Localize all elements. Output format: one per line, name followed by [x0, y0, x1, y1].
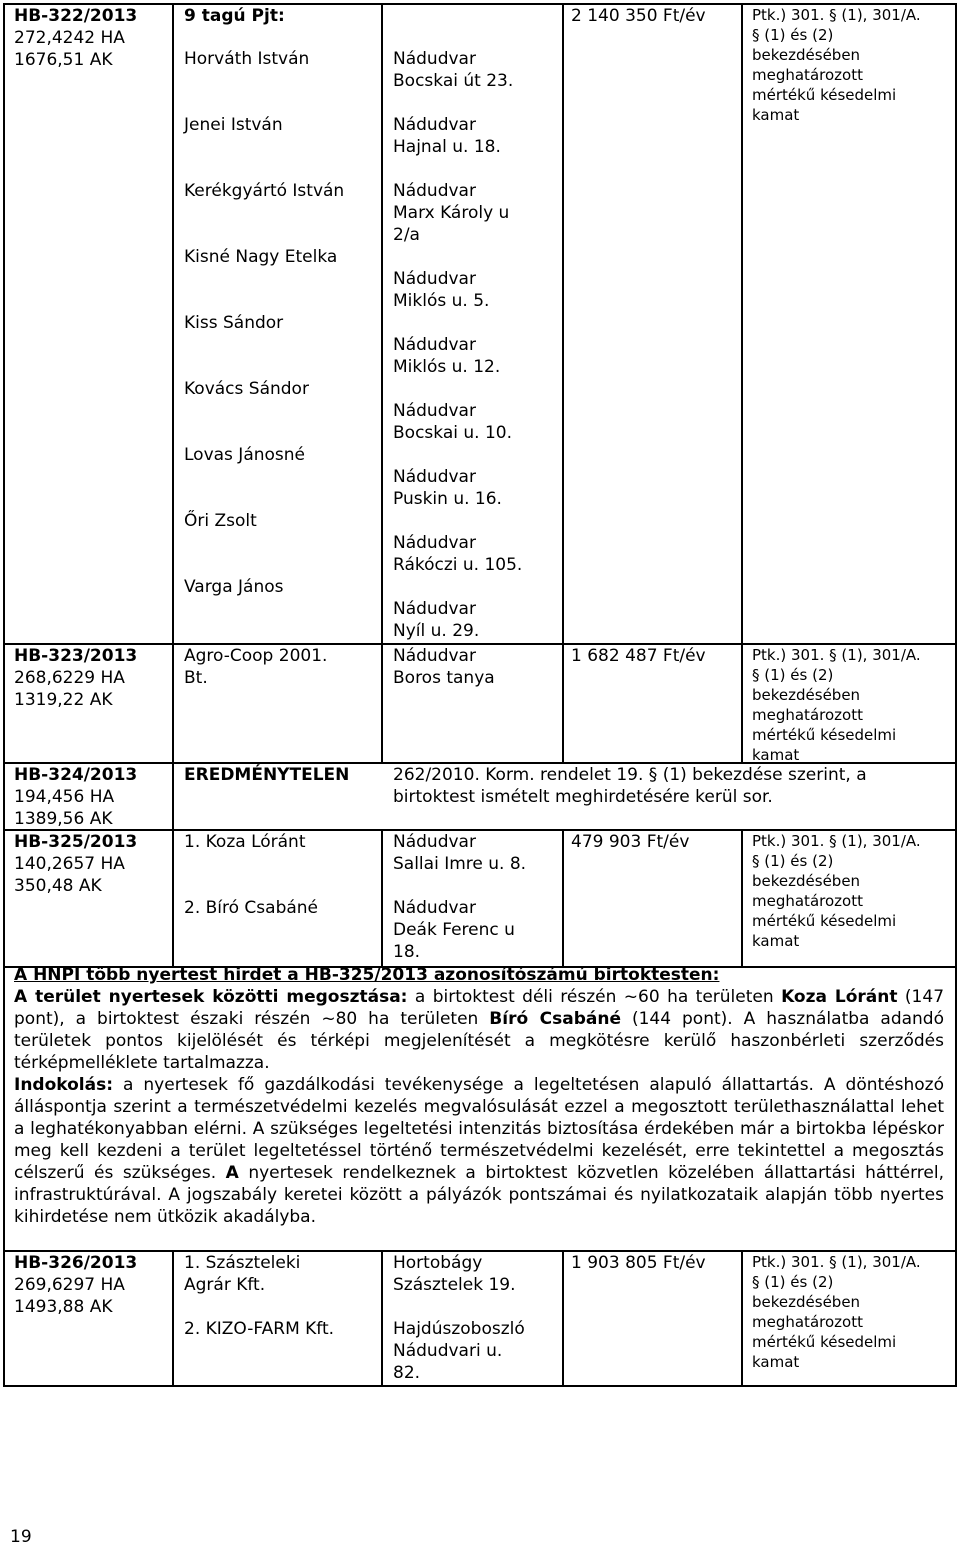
reason-text: a nyertesek fő gazdálkodási tevékenysége a legeltetésen alapuló állattartás. A döntéshozó álláspontja szerint a természetvédelmi kezelés megvalósulását ezzel a megosztott területhasználattal lehet a leghatékonyabban elérni. A szükséges legeltetési intenzitás biztosítása érdekében már a birtokba lépéskor meg kell kezdeni a terület legeltetéssel történő természetvédelmi kezelését, erre tekintettel a megosztás célszerű és szükséges.	[14, 1075, 944, 1183]
division-label: A terület nyertesek közötti megosztása:	[14, 987, 408, 1007]
legal-line: Ptk.) 301. § (1), 301/A.	[752, 6, 921, 24]
winners-title: 9 tagú Pjt:	[184, 6, 285, 26]
parcel-id: HB-325/2013	[14, 832, 138, 852]
legal-line: mértékű késedelmi	[752, 86, 897, 104]
address-street: Bocskai út 23.	[393, 71, 514, 91]
address-street: Hajnal u. 18.	[393, 137, 501, 157]
reason-paragraph	[14, 1074, 944, 1228]
parcel-id: HB-322/2013	[14, 6, 138, 26]
parcel-id-cell	[14, 645, 169, 711]
col-divider	[562, 829, 564, 966]
parcel-ak: 350,48 AK	[14, 876, 102, 896]
winner-line: Bt.	[184, 668, 208, 688]
reason-bold: A	[225, 1163, 239, 1183]
winner-name: Lovas Jánosné	[184, 445, 306, 465]
winner-name	[184, 645, 327, 689]
legal-line: bekezdésében	[752, 686, 861, 704]
note-line: birtoktest ismételt meghirdetésére kerül sor.	[393, 787, 773, 807]
legal-line: meghatározott	[752, 66, 863, 84]
legal-line: bekezdésében	[752, 1293, 861, 1311]
address-street: 2/a	[393, 225, 420, 245]
address	[393, 532, 522, 576]
address-street: 18.	[393, 942, 421, 962]
legal-line: Ptk.) 301. § (1), 301/A.	[752, 1253, 921, 1271]
col-divider	[172, 3, 174, 966]
legal-line: § (1) és (2)	[752, 852, 834, 870]
address-street: Rákóczi u. 105.	[393, 555, 523, 575]
address-city: Hajdúszoboszló	[393, 1319, 525, 1339]
col-divider	[562, 3, 564, 762]
parcel-id-cell	[14, 5, 169, 71]
address	[393, 48, 513, 92]
legal-reference	[752, 831, 952, 951]
legal-reference	[752, 645, 952, 765]
address-street: Puskin u. 16.	[393, 489, 502, 509]
address	[393, 1252, 516, 1296]
winner-name	[184, 1252, 300, 1296]
address	[393, 645, 495, 689]
parcel-id-cell	[14, 1252, 169, 1318]
address-city: Nádudvar	[393, 467, 476, 487]
division-text: (144 pont). A használatba adandó területek pontos kijelölését és térképi megjelenítését a megkötésre kerülő haszonbérleti szerződés térképmelléklete tartalmazza.	[14, 1009, 945, 1073]
legal-line: § (1) és (2)	[752, 26, 834, 44]
address	[393, 180, 509, 246]
legal-line: meghatározott	[752, 706, 863, 724]
parcel-ak: 1319,22 AK	[14, 690, 113, 710]
address	[393, 831, 526, 875]
winner-name: Kovács Sándor	[184, 379, 309, 399]
address	[393, 114, 501, 158]
winners-cell	[184, 5, 379, 27]
address	[393, 598, 479, 642]
legal-line: meghatározott	[752, 892, 863, 910]
legal-line: § (1) és (2)	[752, 1273, 834, 1291]
winner-name: Horváth István	[184, 49, 310, 69]
parcel-area: 268,6229 HA	[14, 668, 125, 688]
legal-reference	[752, 1252, 952, 1372]
parcel-id: HB-323/2013	[14, 646, 138, 666]
col-divider	[562, 1250, 564, 1387]
legal-line: mértékű késedelmi	[752, 912, 897, 930]
parcel-area: 140,2657 HA	[14, 854, 125, 874]
address-city: Nádudvar	[393, 181, 476, 201]
address-street: Nyíl u. 29.	[393, 621, 480, 641]
parcel-ak: 1676,51 AK	[14, 50, 113, 70]
address-city: Nádudvar	[393, 599, 476, 619]
table-border-left	[3, 3, 5, 1387]
legal-line: kamat	[752, 106, 800, 124]
address	[393, 897, 515, 963]
note-line: 262/2010. Korm. rendelet 19. § (1) bekezdése szerint, a	[393, 765, 867, 785]
winner-name: Jenei István	[184, 115, 283, 135]
notice-paragraph	[14, 987, 944, 1073]
address	[393, 1318, 525, 1384]
address-city: Nádudvar	[393, 533, 476, 553]
address-city: Hortobágy	[393, 1253, 483, 1273]
parcel-area: 269,6297 HA	[14, 1275, 125, 1295]
reason-label: Indokolás:	[14, 1075, 114, 1095]
address-street: Marx Károly u	[393, 203, 510, 223]
legal-line: mértékű késedelmi	[752, 726, 897, 744]
address	[393, 268, 489, 312]
legal-line: bekezdésében	[752, 46, 861, 64]
reason-text: nyertesek rendelkeznek a birtoktest közvetlen közelében állattartási háttérrel, infrastruktúrával. A jogszabály keretei között a pályázók pontszámai és nyilatkozataik alapján több nyertes kihirdetése nem ütközik akadályba.	[14, 1163, 944, 1227]
address-city: Nádudvar	[393, 269, 476, 289]
parcel-id: HB-324/2013	[14, 765, 138, 785]
winner-bold: Koza Lóránt	[781, 987, 898, 1007]
col-divider	[172, 1250, 174, 1387]
address-city: Nádudvar	[393, 832, 476, 852]
legal-line: mértékű késedelmi	[752, 1333, 897, 1351]
legal-line: bekezdésében	[752, 872, 861, 890]
parcel-id: HB-326/2013	[14, 1253, 138, 1273]
winner-name: 2. KIZO-FARM Kft.	[184, 1319, 335, 1339]
legal-line: kamat	[752, 932, 800, 950]
address	[393, 334, 500, 378]
division-text: a birtoktest déli részén ~60 ha területen	[407, 987, 782, 1007]
notice-heading: A HNPI több nyertest hirdet a HB-325/2013 azonosítószámú birtoktesten:	[14, 965, 720, 985]
col-divider	[741, 1250, 743, 1387]
winner-name: 1. Koza Lóránt	[184, 832, 306, 852]
address-city: Nádudvar	[393, 335, 476, 355]
legal-line: meghatározott	[752, 1313, 863, 1331]
winner-name: Varga János	[184, 577, 284, 597]
parcel-area: 194,456 HA	[14, 787, 115, 807]
legal-reference	[752, 5, 952, 125]
winner-name: 2. Bíró Csabáné	[184, 898, 319, 918]
address-street: Sallai Imre u. 8.	[393, 854, 527, 874]
address	[393, 400, 512, 444]
table-border-bottom	[3, 1385, 957, 1387]
address-city: Nádudvar	[393, 49, 476, 69]
address-street: Bocskai u. 10.	[393, 423, 512, 443]
address	[393, 466, 502, 510]
page-number: 19	[10, 1527, 32, 1547]
legal-line: Ptk.) 301. § (1), 301/A.	[752, 646, 921, 664]
address-street: Boros tanya	[393, 668, 495, 688]
table-border-right	[955, 3, 957, 1387]
address-city: Nádudvar	[393, 401, 476, 421]
winner-bold: Bíró Csabáné	[489, 1009, 621, 1029]
winner-name: Kisné Nagy Etelka	[184, 247, 338, 267]
parcel-ak: 1493,88 AK	[14, 1297, 113, 1317]
price: 1 682 487 Ft/év	[571, 646, 706, 666]
winner-name: Kiss Sándor	[184, 313, 284, 333]
col-divider	[381, 1250, 383, 1387]
legal-line: kamat	[752, 746, 800, 764]
winner-line: Agro-Coop 2001.	[184, 646, 328, 666]
notice-block	[14, 964, 944, 1228]
col-divider	[741, 3, 743, 762]
result-note	[393, 764, 923, 808]
address-city: Nádudvar	[393, 646, 476, 666]
address-street: Szásztelek 19.	[393, 1275, 516, 1295]
division-text: (147 pont), a birtoktest északi részén ~80 ha területen	[14, 987, 945, 1029]
legal-line: kamat	[752, 1353, 800, 1371]
legal-line: Ptk.) 301. § (1), 301/A.	[752, 832, 921, 850]
winner-name: Kerékgyártó István	[184, 181, 345, 201]
legal-line: § (1) és (2)	[752, 666, 834, 684]
price: 479 903 Ft/év	[571, 832, 690, 852]
winner-line: 1. Szászteleki	[184, 1253, 301, 1273]
price: 1 903 805 Ft/év	[571, 1253, 706, 1273]
address-street: Miklós u. 12.	[393, 357, 501, 377]
col-divider	[741, 829, 743, 966]
col-divider	[381, 829, 383, 966]
winner-line: Agrár Kft.	[184, 1275, 266, 1295]
address-street: Deák Ferenc u	[393, 920, 515, 940]
price: 2 140 350 Ft/év	[571, 6, 706, 26]
parcel-id-cell	[14, 831, 169, 897]
parcel-id-cell	[14, 764, 169, 830]
address-street: Nádudvari u.	[393, 1341, 503, 1361]
parcel-area: 272,4242 HA	[14, 28, 125, 48]
address-street: Miklós u. 5.	[393, 291, 490, 311]
address-street: 82.	[393, 1363, 421, 1383]
address-city: Nádudvar	[393, 115, 476, 135]
parcel-ak: 1389,56 AK	[14, 809, 113, 829]
col-divider	[381, 3, 383, 762]
result-status: EREDMÉNYTELEN	[184, 765, 350, 785]
address-city: Nádudvar	[393, 898, 476, 918]
winner-name: Őri Zsolt	[184, 511, 257, 531]
